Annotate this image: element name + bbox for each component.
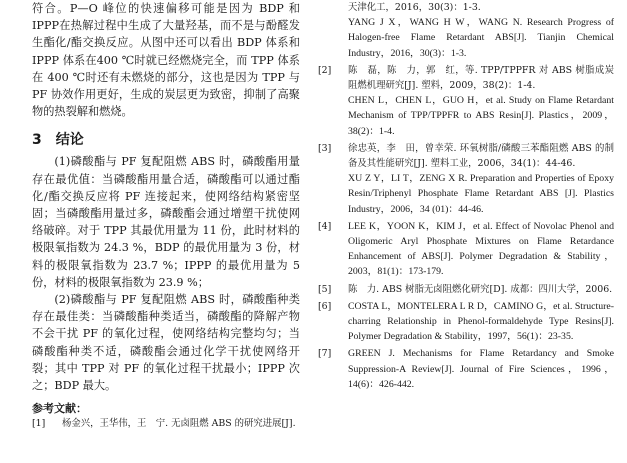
reference-number: [5] (318, 283, 332, 295)
reference-text: COSTA L，MONTELERA L R D，CAMINO G，et al. Structure-charring Relationship in Phenol-formaldehyde Type Resins[J]. Polymer Degradation & Stability，1997，56(1)：23-35. (348, 300, 614, 343)
reference-text: GREEN J. Mechanisms for Flame Retardancy and Smoke Suppression-A Review[J]. Journal of Fire Sciences，1996，14(6)：426-442. (348, 348, 614, 390)
reference-text-cn: 徐忠英，李 田，曾幸荣. 环氧树脂/磷酸三苯酯阻燃 ABS 的制备及其性能研究[J]. 塑料工业，2006，34(1)：44-46. (348, 142, 614, 170)
reference-text: LEE K，YOON K，KIM J，et al. Effect of Novolac Phenol and Oligomeric Aryl Phosphate Mixtures on Flame Retardance Enhancement of ABS[J]. Polymer Degradation & Stability，2003，81(1)：173-179. (348, 220, 614, 278)
reference-6 (318, 299, 614, 345)
reference-text-cn: 天津化工，2016，30(3)：1-3. (348, 2, 481, 13)
reference-number: [6] (318, 300, 332, 312)
section-title: 结论 (55, 132, 84, 149)
reference-1 (32, 416, 300, 431)
section-heading (32, 129, 300, 149)
right-column (318, 0, 614, 392)
reference-number: [1] (32, 418, 46, 430)
reference-text-en: XU Z Y，LI T，ZENG X R. Preparation and Properties of Epoxy Resin/Triphenyl Phosphate Flame Retardant ABS [J]. Plastics Industry，2006，34 (01)：44-46. (348, 173, 614, 215)
reference-4 (318, 219, 614, 280)
reference-number: [4] (318, 220, 332, 232)
reference-2 (318, 63, 614, 139)
reference-3 (318, 141, 614, 217)
reference-number: [7] (318, 348, 332, 360)
reference-number: [3] (318, 142, 332, 154)
references-title: 参考文献： (32, 402, 87, 416)
reference-text-cn: 陈 磊，陈 力，郭 红，等. TPP/TPPFR 对 ABS 树脂成炭阻燃机理研究[J]. 塑料，2009，38(2)：1-4. (348, 64, 614, 92)
reference-text-en: CHEN L，CHEN L，GUO H，et al. Study on Flame Retardant Mechanism of TPP/TPPFR to ABS Resin[J]. Plastics，2009，38(2)：1-4. (348, 95, 614, 137)
conclusion-paragraph-1: (1)磷酸酯与 PF 复配阻燃 ABS 时，磷酸酯用量存在最优值：当磷酸酯用量合适，磷酸酯可以通过酯化/酯交换反应将 PF 连接起来，使网络结构紧密坚固；当磷酸酯用量过多，磷酸酯会通过增塑干扰使网络破碎。对于 TPP 其最优用量为 11 份，此时材料的极限氧指数为 24.3 %，BDP 的最优用量为 3 份，材料的极限氧指数为 23.7 %；IPPP 的最优用量为 5 份，材料的极限氧指数为 23.9 %； (32, 155, 300, 289)
section-number: 3 (32, 132, 42, 149)
reference-text: 杨金兴，王华伟，王 宁. 无卤阻燃 ABS 的研究进展[J]. (62, 418, 296, 430)
conclusion-paragraph-2: (2)磷酸酯与 PF 复配阻燃 ABS 时，磷酸酯种类存在最佳类：当磷酸酯种类适当，磷酸酯的降解产物不会干扰 PF 的氧化过程，使网络结构完整均匀；当磷酸酯种类不适，磷酸酯会通过化学干扰使网络开裂；其中 TPP 对 PF 的氧化过程干扰最小；IPPP 次之；BDP 最大。 (32, 293, 300, 393)
reference-5 (318, 282, 614, 297)
reference-text-en: YANG J X，WANG H W，WANG N. Research Progress of Halogen-free Flame Retardant ABS[J]. Tianjin Chemical Industry，2016，30(3)：1-3. (348, 17, 614, 59)
left-column (32, 0, 300, 431)
reference-number: [2] (318, 64, 332, 76)
reference-1-continued (318, 0, 614, 61)
reference-7 (318, 346, 614, 392)
reference-text: 陈 力. ABS 树脂无卤阻燃化研究[D]. 成都：四川大学，2006. (348, 283, 613, 295)
intro-paragraph: 符合。P—O 峰位的快速偏移可能是因为 BDP 和 IPPP在热解过程中生成了大量羟基，而不是与酚醛发生酯化/酯交换反应。从图中还可以看出 BDP 体系和 IPPP 体系在400 ℃时就已经燃烧完全，而 TPP 体系在 400 ℃时还有未燃烧的部分，这也是因为 TPP 与 PF 协效作用更好，生成的炭层更为致密，抑制了高聚物的热裂解和燃烧。 (32, 2, 300, 119)
